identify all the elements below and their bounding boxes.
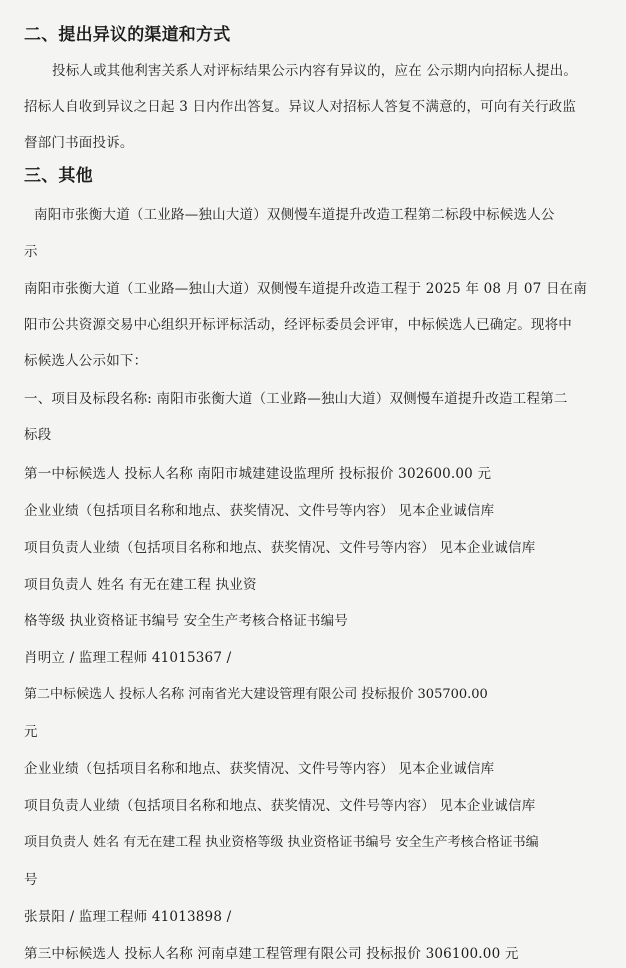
project-name-line-1: 一、项目及标段名称: 南阳市张衡大道（工业路—独山大道）双侧慢车道提升改造工程第二 [24, 391, 568, 407]
candidate-2-manager-person: 张景阳 / 监理工程师 41013898 / [24, 909, 232, 925]
project-name-line-2: 标段 [24, 427, 52, 443]
other-heading: 三、其他 [24, 166, 93, 186]
candidate-2-company-performance: 企业业绩（包括项目名称和地点、获奖情况、文件号等内容） 见本企业诚信库 [24, 761, 495, 777]
notice-intro-line-3: 标候选人公示如下： [24, 353, 148, 369]
candidate-1-company-performance: 企业业绩（包括项目名称和地点、获奖情况、文件号等内容） 见本企业诚信库 [24, 503, 495, 519]
candidate-3-main: 第三中标候选人 投标人名称 河南卓建工程管理有限公司 投标报价 306100.00 元 [24, 946, 519, 962]
notice-intro-line-1: 南阳市张衡大道（工业路—独山大道）双侧慢车道提升改造工程于 2025 年 08 月 07 日在南 [24, 281, 588, 297]
candidate-1-manager-header-a: 项目负责人 姓名 有无在建工程 执业资 [24, 577, 257, 593]
notice-title-line-1: 南阳市张衡大道（工业路—独山大道）双侧慢车道提升改造工程第二标段中标候选人公 [34, 207, 555, 223]
candidate-1-main: 第一中标候选人 投标人名称 南阳市城建建设监理所 投标报价 302600.00 元 [24, 466, 492, 482]
candidate-1-manager-header-b: 格等级 执业资格证书编号 安全生产考核合格证书编号 [24, 613, 349, 629]
notice-title-line-2: 示 [24, 244, 38, 260]
candidate-2-main: 第二中标候选人 投标人名称 河南省光大建设管理有限公司 投标报价 305700.00 [24, 687, 488, 702]
candidate-2-manager-performance: 项目负责人业绩（包括项目名称和地点、获奖情况、文件号等内容） 见本企业诚信库 [24, 798, 536, 814]
candidate-1-manager-person: 肖明立 / 监理工程师 41015367 / [24, 650, 232, 666]
candidate-2-price-unit: 元 [24, 724, 38, 740]
objection-text-line-2: 招标人自收到异议之日起 3 日内作出答复。异议人对招标人答复不满意的，可向有关行政监 [24, 99, 577, 115]
candidate-1-manager-performance: 项目负责人业绩（包括项目名称和地点、获奖情况、文件号等内容） 见本企业诚信库 [24, 540, 536, 556]
candidate-2-manager-header-b: 号 [24, 872, 38, 888]
objection-text-line-3: 督部门书面投诉。 [24, 135, 134, 151]
candidate-2-manager-header-a: 项目负责人 姓名 有无在建工程 执业资格等级 执业资格证书编号 安全生产考核合格证书编 [24, 835, 539, 850]
objection-text-line-1: 投标人或其他利害关系人对评标结果公示内容有异议的，应在 公示期内向招标人提出。 [52, 63, 578, 79]
objection-heading: 二、提出异议的渠道和方式 [24, 25, 231, 45]
notice-intro-line-2: 阳市公共资源交易中心组织开标评标活动，经评标委员会评审，中标候选人已确定。现将中 [24, 317, 572, 333]
